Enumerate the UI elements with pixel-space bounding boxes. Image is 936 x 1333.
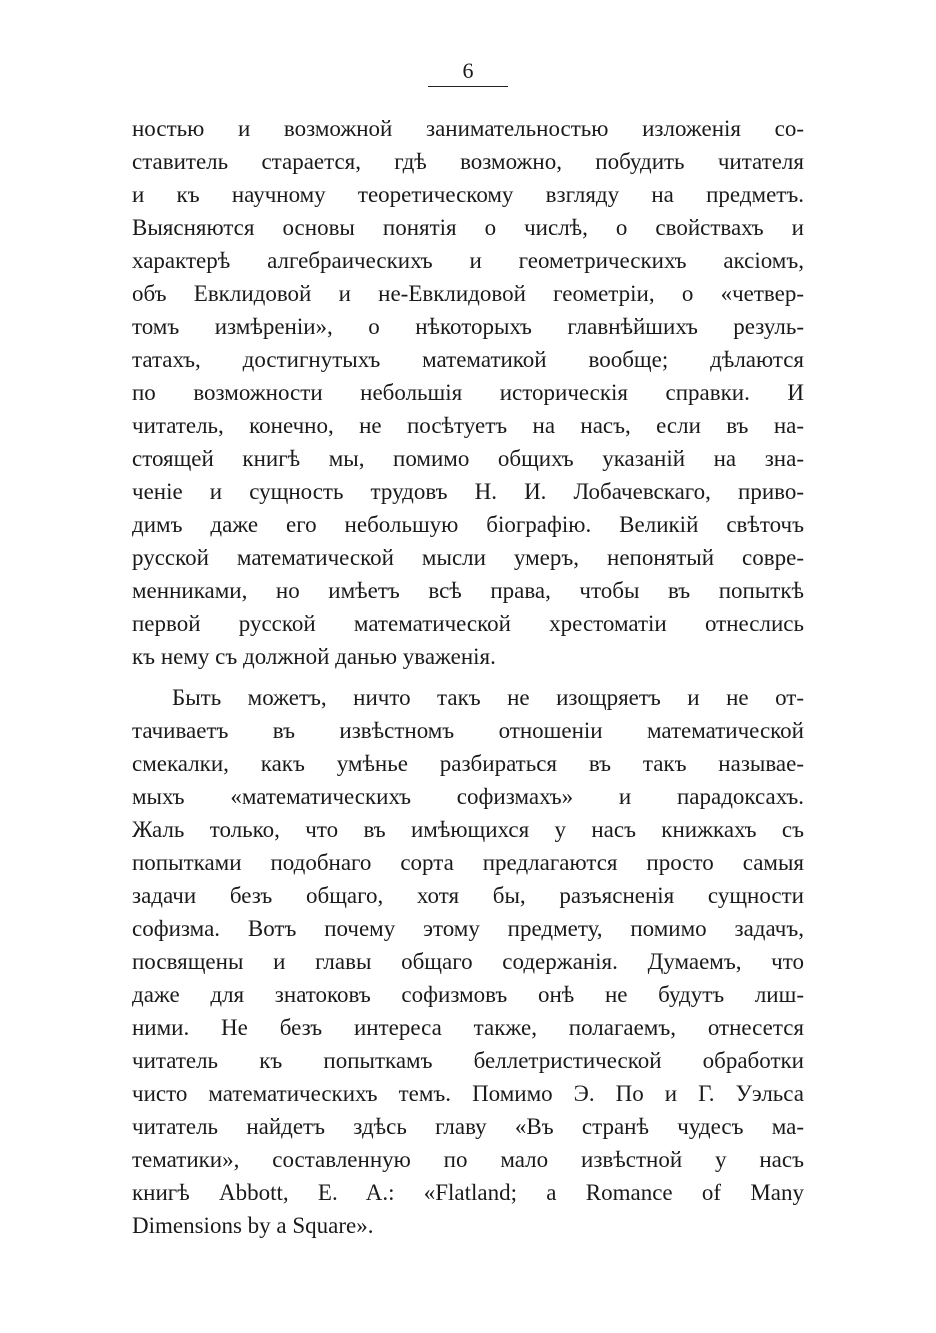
text-line: стоящей книгѣ мы, помимо общихъ указаній на зна- [132, 446, 804, 471]
text-line: русской математической мысли умеръ, непонятый совре- [132, 545, 804, 570]
text-line: посвящены и главы общаго содержанія. Думаемъ, что [132, 949, 804, 974]
text-line: мыхъ «математическихъ софизмахъ» и парадоксахъ. [132, 784, 804, 809]
body-text [132, 112, 804, 1242]
header-rule [428, 86, 508, 87]
page-number: 6 [462, 58, 474, 83]
text-line: по возможности небольшія историческія справки. И [132, 380, 804, 405]
text-line: объ Евклидовой и не-Евклидовой геометріи, о «четвер- [132, 281, 804, 306]
text-line: читатель найдетъ здѣсь главу «Въ странѣ чудесъ ма- [132, 1114, 804, 1139]
paragraph-gap [132, 673, 804, 681]
text-line: характерѣ алгебраическихъ и геометрическихъ аксіомъ, [132, 248, 804, 273]
text-line: тематики», составленную по мало извѣстной у насъ [132, 1147, 804, 1172]
text-line: Быть можетъ, ничто такъ не изощряетъ и не от- [172, 685, 804, 710]
text-line: ностью и возможной занимательностью изложенія со- [132, 116, 804, 141]
text-line: чисто математическихъ темъ. Помимо Э. По и Г. Уэльса [132, 1081, 804, 1106]
text-line: Жаль только, что въ имѣющихся у насъ книжкахъ съ [132, 817, 804, 842]
text-line: и къ научному теоретическому взгляду на предметъ. [132, 182, 804, 207]
text-line: первой русской математической хрестоматіи отнеслись [132, 611, 804, 636]
text-line: Выясняются основы понятія о числѣ, о свойствахъ и [132, 215, 804, 240]
text-line: софизма. Вотъ почему этому предмету, помимо задачъ, [132, 916, 804, 941]
text-line: смекалки, какъ умѣнье разбираться въ такъ называе- [132, 751, 804, 776]
text-line: татахъ, достигнутыхъ математикой вообще; дѣлаются [132, 347, 804, 372]
text-line: попытками подобнаго сорта предлагаются просто самыя [132, 850, 804, 875]
text-line: тачиваетъ въ извѣстномъ отношеніи математической [132, 718, 804, 743]
text-line: даже для знатоковъ софизмовъ онѣ не будутъ лиш- [132, 982, 804, 1007]
text-line: томъ измѣреніи», о нѣкоторыхъ главнѣйшихъ резуль- [132, 314, 804, 339]
text-line: читатель къ попыткамъ беллетристической обработки [132, 1048, 804, 1073]
paragraph-1 [132, 112, 804, 673]
text-line: Dimensions by a Square». [132, 1213, 374, 1238]
text-line: ставитель старается, гдѣ возможно, побудить читателя [132, 149, 804, 174]
text-line: менниками, но имѣетъ всѣ права, чтобы въ попыткѣ [132, 578, 804, 603]
text-line: къ нему съ должной данью уваженія. [132, 644, 496, 669]
text-line: читатель, конечно, не посѣтуетъ на насъ, если въ на- [132, 413, 804, 438]
text-line: димъ даже его небольшую біографію. Великій свѣточъ [132, 512, 804, 537]
text-line: ченіе и сущность трудовъ Н. И. Лобачевскаго, приво- [132, 479, 804, 504]
text-line: книгѣ Abbott, E. A.: «Flatland; a Romance of Many [132, 1180, 804, 1205]
paragraph-2 [132, 681, 804, 1242]
text-line: задачи безъ общаго, хотя бы, разъясненія сущности [132, 883, 804, 908]
text-line: ними. Не безъ интереса также, полагаемъ, отнесется [132, 1015, 804, 1040]
